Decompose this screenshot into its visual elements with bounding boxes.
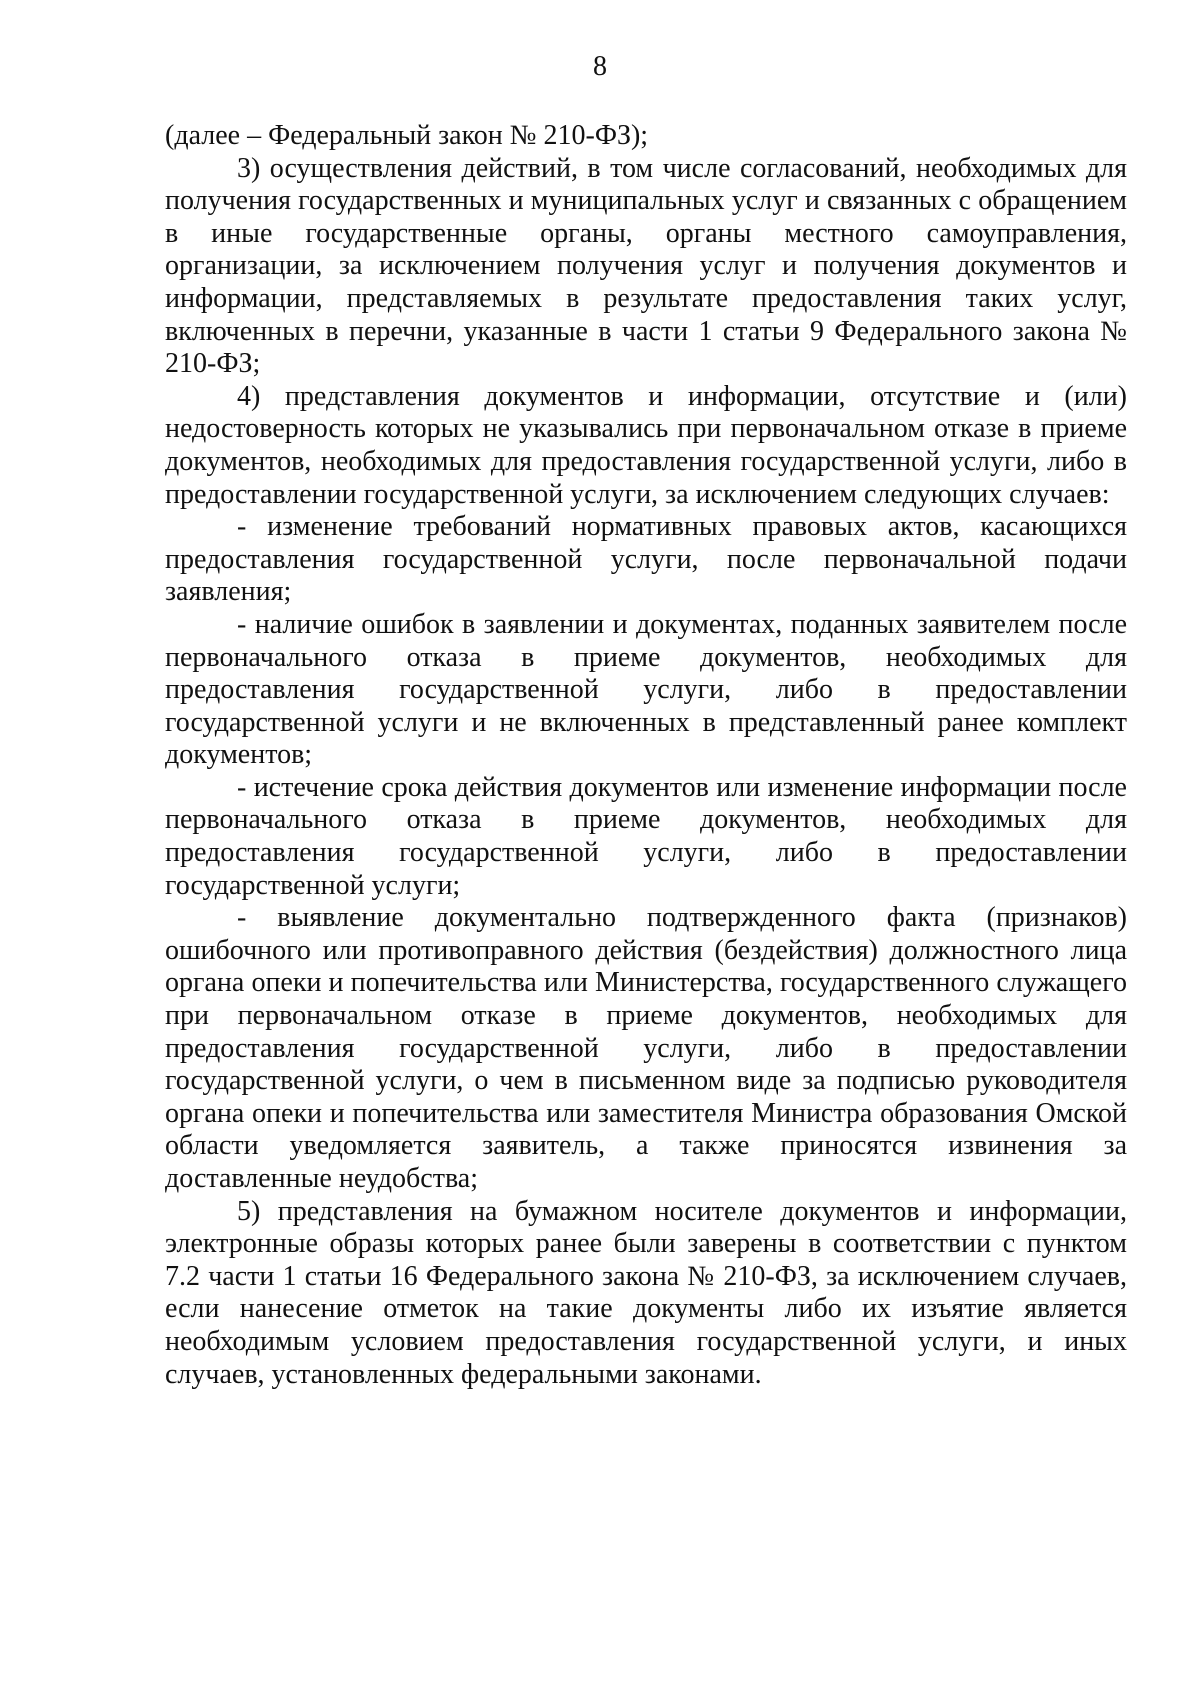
paragraph-case-misconduct: - выявление документально подтвержденного факта (признаков) ошибочного или противоправного действия (бездействия) должностного лица органа опеки и попечительства или Министерства, государственного служащего при первоначальном отказе в приеме документов, необходимых для предоставления государственной услуги, либо в предоставлении государственной услуги, о чем в письменном виде за подписью руководителя органа опеки и попечительства или заместителя Министра образования Омской области уведомляется заявитель, а также приносятся извинения за доставленные неудобства; <box>165 902 1127 1194</box>
paragraph-case-errors: - наличие ошибок в заявлении и документах, поданных заявителем после первоначального отказа в приеме документов, необходимых для предоставления государственной услуги, либо в предоставлении государственной услуги и не включенных в представленный ранее комплект документов; <box>165 608 1127 771</box>
page-number: 8 <box>593 51 607 82</box>
paragraph-case-requirements-change: - изменение требований нормативных правовых актов, касающихся предоставления государственной услуги, после первоначальной подачи заявления; <box>165 511 1127 608</box>
paragraph-item-5: 5) представления на бумажном носителе документов и информации, электронные образы которых ранее были заверены в соответствии с пунктом 7.2 части 1 статьи 16 Федерального закона № 210-ФЗ, за исключением случаев, если нанесение отметок на такие документы либо их изъятие является необходимым условием предоставления государственной услуги, и иных случаев, установленных федеральными законами. <box>165 1195 1127 1390</box>
document-body <box>165 120 1127 1391</box>
paragraph-case-expiry: - истечение срока действия документов или изменение информации после первоначального отказа в приеме документов, необходимых для предоставления государственной услуги, либо в предоставлении государственной услуги; <box>165 771 1127 901</box>
paragraph-continuation: (далее – Федеральный закон № 210-ФЗ); <box>165 120 649 151</box>
paragraph-item-4: 4) представления документов и информации, отсутствие и (или) недостоверность которых не указывались при первоначальном отказе в приеме документов, необходимых для предоставления государственной услуги, либо в предоставлении государственной услуги, за исключением следующих случаев: <box>165 380 1127 510</box>
paragraph-item-3: 3) осуществления действий, в том числе согласований, необходимых для получения государственных и муниципальных услуг и связанных с обращением в иные государственные органы, органы местного самоуправления, организации, за исключением получения услуг и получения документов и информации, представляемых в результате предоставления таких услуг, включенных в перечни, указанные в части 1 статьи 9 Федерального закона № 210-ФЗ; <box>165 152 1127 380</box>
